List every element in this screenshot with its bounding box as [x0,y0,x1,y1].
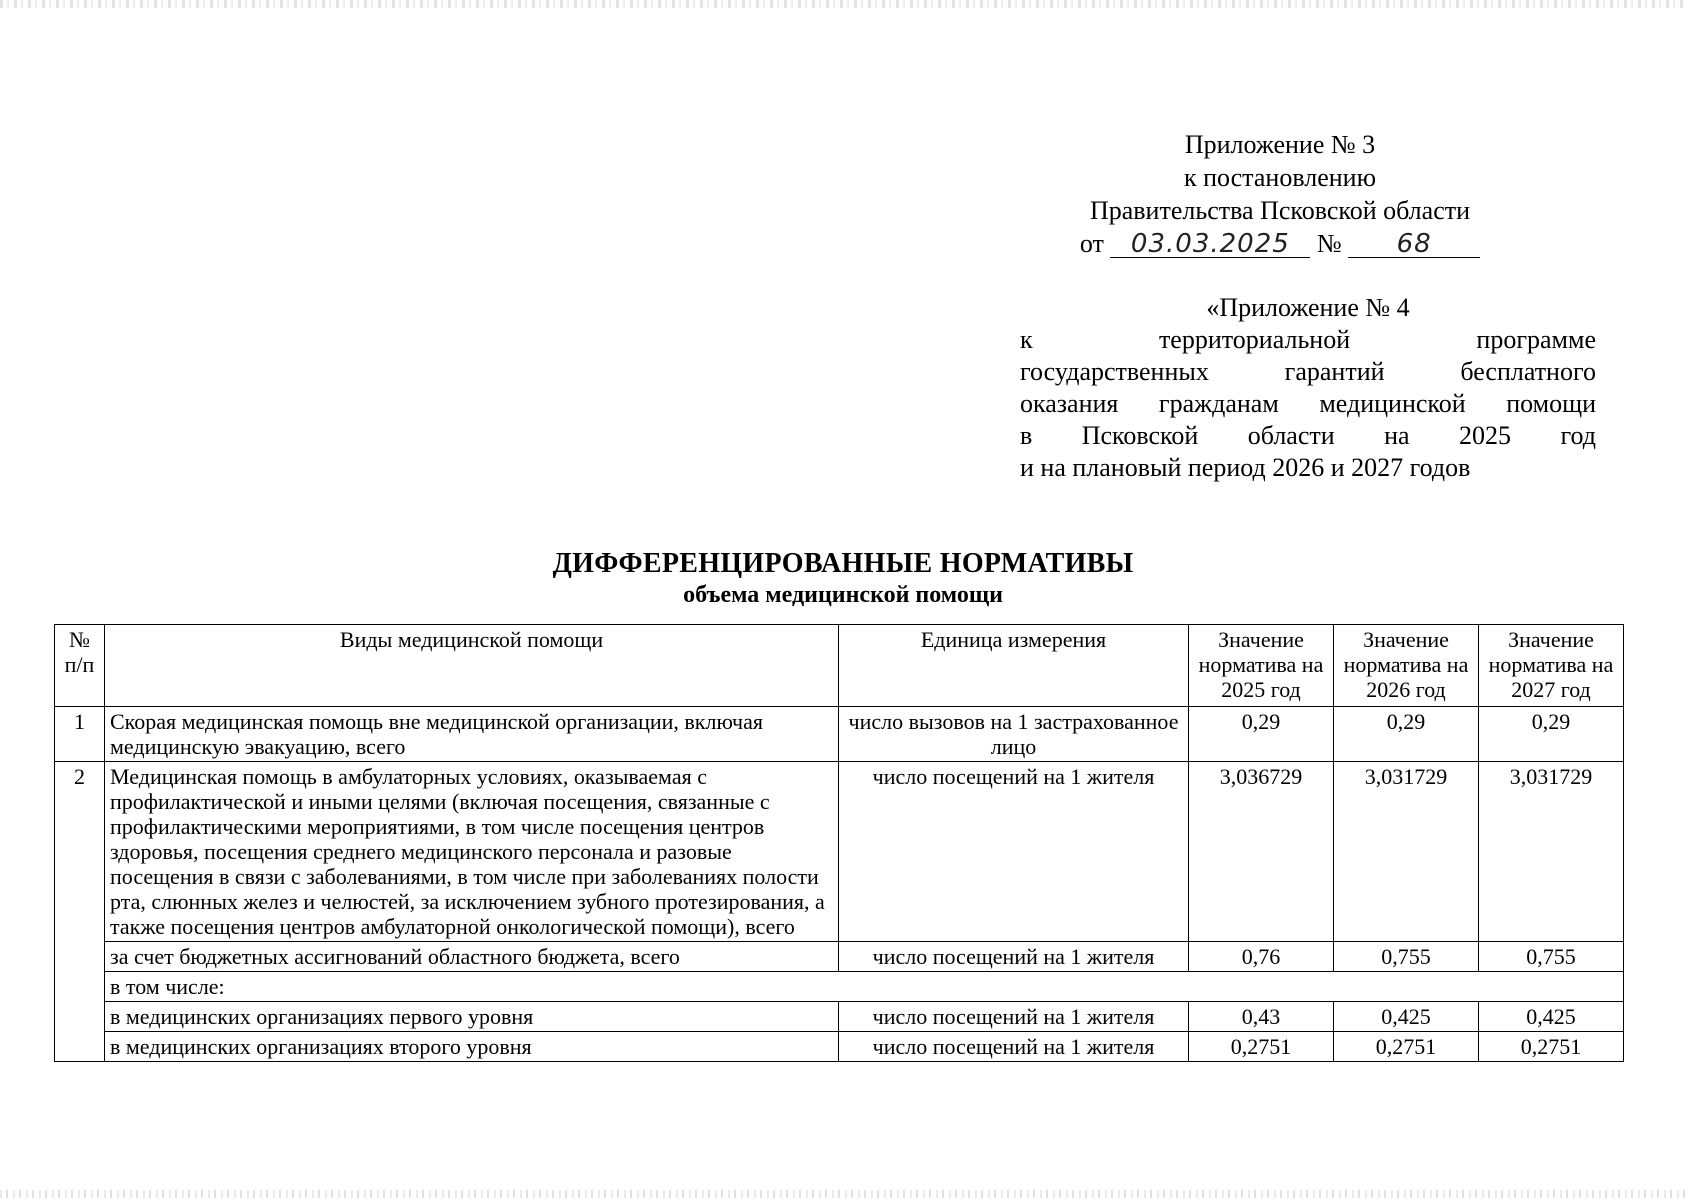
program-appendix-number: «Приложение № 4 [1206,293,1410,322]
table-row [55,1002,1624,1032]
program-line-2: к территориальной программе [1020,325,1596,354]
header-2025: Значение норматива на 2025 год [1189,625,1334,707]
scan-edge-top [0,0,1686,8]
table-row [55,762,1624,942]
number-label: № [1316,229,1342,258]
appendix-to-resolution: к постановлению [1183,163,1377,192]
appendix-number: Приложение № 3 [1184,130,1376,159]
header-2026: Значение норматива на 2026 год [1334,625,1479,707]
row-value-2026: 0,29 [1334,707,1479,762]
row-num: 2 [55,762,105,1062]
row-including: в том числе: [105,972,1624,1002]
row-value-2027: 0,2751 [1479,1032,1624,1062]
row-unit: число вызовов на 1 застрахованное лицо [839,707,1189,762]
row-type: в медицинских организациях первого уровня [105,1002,839,1032]
program-line-3: государственных гарантий бесплатного [1020,357,1596,386]
table-row [55,942,1624,972]
program-line-6: и на плановый период 2026 и 2027 годов [1020,453,1471,482]
row-unit: число посещений на 1 жителя [839,1002,1189,1032]
row-value-2026: 0,755 [1334,942,1479,972]
row-value-2027: 0,29 [1479,707,1624,762]
row-unit: число посещений на 1 жителя [839,942,1189,972]
appendix-government: Правительства Псковской области [1089,196,1471,225]
ot-label: от [1079,229,1104,258]
row-value-2025: 0,29 [1189,707,1334,762]
row-value-2027: 0,755 [1479,942,1624,972]
row-type: в медицинских организациях второго уровня [105,1032,839,1062]
row-value-2027: 3,031729 [1479,762,1624,942]
table-row [55,972,1624,1002]
document-subtitle: объема медицинской помощи [683,582,1003,608]
row-value-2025: 3,036729 [1189,762,1334,942]
handwritten-number: 68 [1348,231,1480,258]
row-value-2025: 0,43 [1189,1002,1334,1032]
header-unit: Единица измерения [839,625,1189,707]
table-row [55,707,1624,762]
row-type: Скорая медицинская помощь вне медицинской организации, включая медицинскую эвакуацию, всего [105,707,839,762]
row-value-2026: 0,425 [1334,1002,1479,1032]
row-value-2027: 0,425 [1479,1002,1624,1032]
row-value-2026: 3,031729 [1334,762,1479,942]
handwritten-date: 03.03.2025 [1110,231,1310,258]
row-unit: число посещений на 1 жителя [839,1032,1189,1062]
program-line-5: в Псковской области на 2025 год [1020,421,1596,450]
row-num: 1 [55,707,105,762]
row-value-2025: 0,2751 [1189,1032,1334,1062]
appendix-header [1060,128,1500,260]
norms-table [54,624,1624,1062]
table-header-row [55,625,1624,707]
header-num: № п/п [55,625,105,707]
program-appendix-header [1020,292,1596,484]
row-type: за счет бюджетных ассигнований областного бюджета, всего [105,942,839,972]
row-type: Медицинская помощь в амбулаторных условиях, оказываемая с профилактической и иными целями (включая посещения, связанные с профилактическими мероприятиями, в том числе посещения центров здоровья, посещения среднего медицинского персонала и разовые посещения в связи с заболеваниями, в том числе при заболеваниях полости рта, слюнных желез и челюстей, за исключением зубного протезирования, а также посещения центров амбулаторной онкологической помощи), всего [105,762,839,942]
program-line-4: оказания гражданам медицинской помощи [1020,389,1596,418]
row-value-2025: 0,76 [1189,942,1334,972]
table-row [55,1032,1624,1062]
appendix-date-line [1060,227,1500,260]
row-unit: число посещений на 1 жителя [839,762,1189,942]
document-title: ДИФФЕРЕНЦИРОВАННЫЕ НОРМАТИВЫ [552,548,1134,579]
row-value-2026: 0,2751 [1334,1032,1479,1062]
header-2027: Значение норматива на 2027 год [1479,625,1624,707]
header-type: Виды медицинской помощи [105,625,839,707]
scan-edge-bottom [0,1190,1686,1198]
